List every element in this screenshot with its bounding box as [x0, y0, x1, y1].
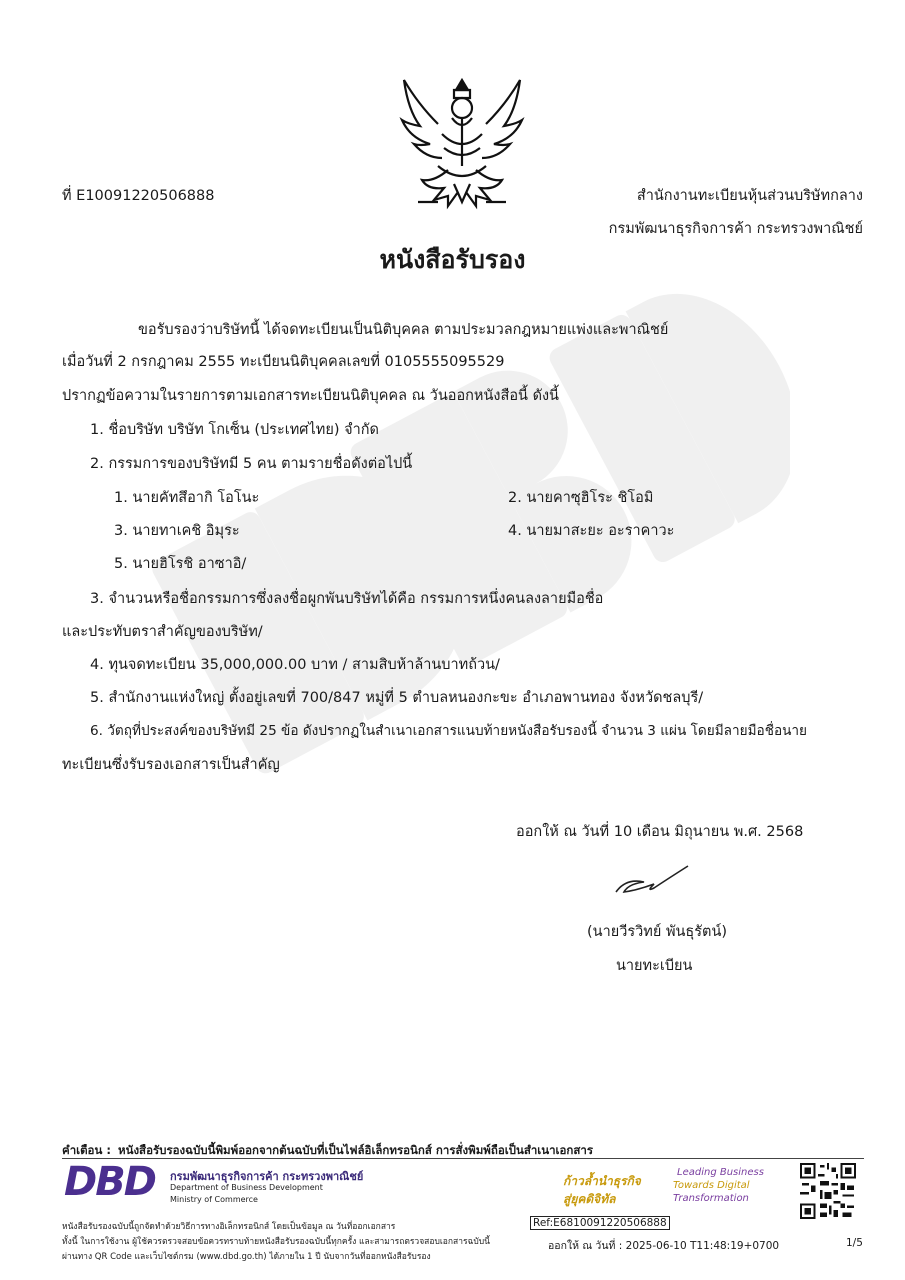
item-company-name: 1. ชื่อบริษัท บริษัท โกเซ็น (ประเทศไทย) จำกัด	[90, 422, 379, 438]
page-number: 1/5	[846, 1237, 863, 1249]
footer-divider	[62, 1158, 864, 1159]
item-directors-count: 2. กรรมการของบริษัทมี 5 คน ตามรายชื่อดังต่อไปนี้	[90, 456, 413, 472]
reference-number: Ref:E6810091220506888	[530, 1216, 670, 1230]
director-5: 5. นายฮิโรชิ อาซาอิ/	[114, 556, 247, 572]
warning-label: คำเตือน :	[62, 1143, 111, 1157]
registrar-position: นายทะเบียน	[616, 958, 693, 974]
slogan-en-3: Transformation	[673, 1193, 749, 1204]
item-objectives-line-1: 6. วัตถุที่ประสงค์ของบริษัทมี 25 ข้อ ดังปรากฏในสำเนาเอกสารแนบท้ายหนังสือรับรองนี้ จำนวน 3 แผ่น โดยมีลายมือชื่อนาย	[90, 723, 807, 739]
director-2: 2. นายคาซุฮิโระ ชิโอมิ	[508, 490, 654, 506]
issued-timestamp: ออกให้ ณ วันที่ : 2025-06-10 T11:48:19+0700	[548, 1240, 780, 1252]
page-title: หนังสือรับรอง	[379, 245, 526, 274]
intro-line-3: ปรากฏข้อความในรายการตามเอกสารทะเบียนนิติบุคคล ณ วันออกหนังสือนี้ ดังนี้	[62, 388, 559, 404]
warning-text: หนังสือรับรองฉบับนี้พิมพ์ออกจากต้นฉบับที่เป็นไฟล์อิเล็กทรอนิกส์ การสั่งพิมพ์ถือเป็นสำเนาเอกสาร	[118, 1143, 594, 1157]
dbd-logo-text: DBD	[64, 1159, 155, 1205]
registrar-name: (นายวีรวิทย์ พันธุรัตน์)	[587, 924, 728, 940]
slogan-th-2: สู่ยุคดิจิทัล	[563, 1192, 616, 1206]
director-3: 3. นายทาเคชิ อิมุระ	[114, 523, 240, 539]
director-1: 1. นายคัทสึอากิ โอโนะ	[114, 490, 260, 506]
item-capital: 4. ทุนจดทะเบียน 35,000,000.00 บาท / สามสิบห้าล้านบาทถ้วน/	[90, 657, 500, 673]
ministry-name-en: Ministry of Commerce	[170, 1195, 258, 1204]
office-line-1: สำนักงานทะเบียนหุ้นส่วนบริษัทกลาง	[636, 188, 863, 204]
footer-note-1: หนังสือรับรองฉบับนี้ถูกจัดทำด้วยวิธีการทางอิเล็กทรอนิกส์ โดยเป็นข้อมูล ณ วันที่ออกเอกสาร	[62, 1222, 396, 1232]
garuda-emblem-icon	[398, 74, 526, 210]
director-4: 4. นายมาสะยะ อะราคาวะ	[508, 523, 675, 539]
item-signatory-line-1: 3. จำนวนหรือชื่อกรรมการซึ่งลงชื่อผูกพันบริษัทได้คือ กรรมการหนึ่งคนลงลายมือชื่อ	[90, 591, 604, 607]
intro-line-1: ขอรับรองว่าบริษัทนี้ ได้จดทะเบียนเป็นนิติบุคคล ตามประมวลกฎหมายแพ่งและพาณิชย์	[138, 322, 669, 338]
item-objectives-line-2: ทะเบียนซึ่งรับรองเอกสารเป็นสำคัญ	[62, 757, 280, 773]
slogan-en-2: Towards Digital	[673, 1180, 750, 1191]
document-number: ที่ E10091220506888	[62, 188, 215, 204]
slogan-en-1: Leading Business	[677, 1167, 764, 1178]
dept-name-en: Department of Business Development	[170, 1183, 323, 1192]
verification-qr-code[interactable]	[800, 1163, 856, 1219]
intro-line-2: เมื่อวันที่ 2 กรกฎาคม 2555 ทะเบียนนิติบุคคลเลขที่ 0105555095529	[62, 354, 505, 370]
footer-note-2: ทั้งนี้ ในการใช้งาน ผู้ใช้ควรตรวจสอบข้อควรทราบท้ายหนังสือรับรองฉบับนี้ทุกครั้ง และสามารถตรวจสอบเอกสารฉบับนี้	[62, 1237, 490, 1247]
footer-note-3: ผ่านทาง QR Code และเว็บไซต์กรม (www.dbd.go.th) ได้ภายใน 1 ปี นับจากวันที่ออกหนังสือรับรอง	[62, 1252, 431, 1262]
dept-name-th: กรมพัฒนาธุรกิจการค้า กระทรวงพาณิชย์	[170, 1170, 364, 1183]
issued-date: ออกให้ ณ วันที่ 10 เดือน มิถุนายน พ.ศ. 2568	[516, 824, 804, 840]
slogan-th-1: ก้าวล้ำนำธุรกิจ	[563, 1174, 641, 1188]
item-head-office: 5. สำนักงานแห่งใหญ่ ตั้งอยู่เลขที่ 700/847 หมู่ที่ 5 ตำบลหนองกะขะ อำเภอพานทอง จังหวัดชลบุรี/	[90, 690, 704, 706]
item-signatory-line-2: และประทับตราสำคัญของบริษัท/	[62, 624, 263, 640]
dbd-logo	[64, 1159, 164, 1207]
registrar-signature	[612, 858, 692, 898]
office-line-2: กรมพัฒนาธุรกิจการค้า กระทรวงพาณิชย์	[608, 221, 863, 237]
